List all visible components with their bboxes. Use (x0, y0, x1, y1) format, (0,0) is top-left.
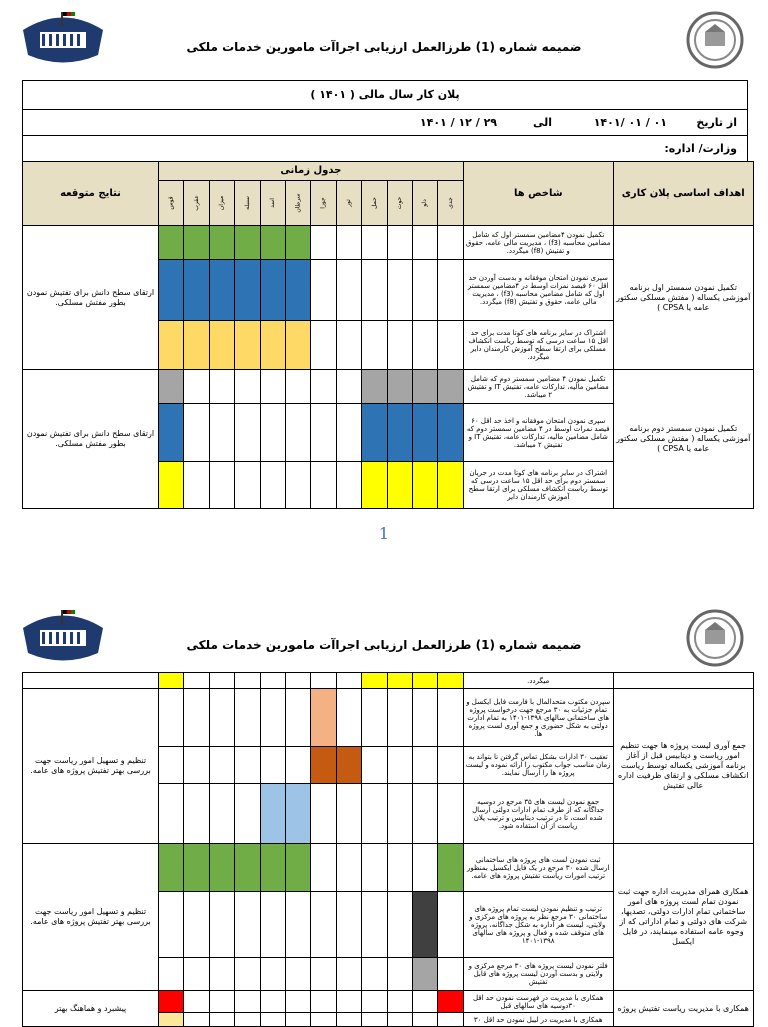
indicator-cell: ترتیب و تنظیم نمودن لیست تمام پروژه های ساختمانی ۳۰ مرجع نظر به پروژه های مرکزی و ولایتی، لیست هر اداره به شکل جداگانه، پروژه های متوقف شده و فعال و پروژه های سالهای ۱۳۹۸-۱۴۰۱ (463, 892, 613, 958)
afghanistan-emblem (680, 608, 750, 668)
indicator-cell: تکمیل نمودن ۴مضامین سمستر اول که شامل مضامین محاسبه (f3) ، مدیریت مالی عامه، حقوق و تفتیش (f8) میگردد. (463, 226, 613, 260)
schedule-cell (235, 747, 260, 784)
schedule-cell (387, 370, 412, 404)
month-header (159, 181, 184, 226)
schedule-cell (362, 260, 387, 321)
schedule-cell (438, 991, 463, 1013)
schedule-cell (362, 321, 387, 370)
date-row (22, 109, 748, 136)
schedule-cell (362, 370, 387, 404)
month-label: قوس (167, 196, 175, 210)
schedule-cell (311, 892, 336, 958)
schedule-cell (387, 260, 412, 321)
schedule-cell (209, 404, 234, 462)
goal-cell: همکاری با مدیریت ریاست تفتیش پروژه (613, 991, 753, 1027)
schedule-cell (260, 462, 285, 509)
schedule-cell (159, 784, 184, 844)
schedule-cell (438, 321, 463, 370)
audit-office-logo (18, 608, 88, 668)
schedule-cell (387, 673, 412, 689)
month-header (184, 181, 209, 226)
month-header (362, 181, 387, 226)
table-row (23, 844, 754, 892)
schedule-cell (412, 462, 437, 509)
indicator-cell: اشتراک در سایر برنامه های کوتا مدت در جریان سمستر دوم برای حد اقل ۱۵ ساعت درسی که توسط ریاست انکشاف مسلکی برای ارتقا سطح آموزش کارمندان دایر (463, 462, 613, 509)
schedule-cell (159, 321, 184, 370)
schedule-cell (286, 321, 311, 370)
month-header (260, 181, 285, 226)
goal-cell: تکمیل نمودن سمستر دوم برنامه آموزشی یکساله ( مفتش مسلکی سکتور عامه یا CPSA ) (613, 370, 753, 509)
month-header (235, 181, 260, 226)
schedule-cell (285, 892, 310, 958)
schedule-cell (285, 673, 310, 689)
schedule-cell (235, 1013, 260, 1027)
schedule-cell (362, 226, 387, 260)
schedule-cell (336, 673, 361, 689)
ministry-row (22, 135, 748, 162)
table-row (23, 689, 754, 747)
indicator-cell: تکمیل نمودن ۴ مضامین سمستر دوم که شامل مضامین مالیه، تدارکات عامه، تفتیش IT و تفتیش ۲ میباشد. (463, 370, 613, 404)
schedule-cell (260, 892, 285, 958)
result-cell: ارتقای سطح دانش برای تفتیش نمودن بطور مفتش مسلکی. (23, 370, 159, 509)
schedule-cell (336, 462, 361, 509)
indicator-cell: سپردن مکتوب متحدالمال با فارمت فایل ایکسل و تمام جزئیات به ۳۰ مرجع جهت درخواست پروژه های ساختمانی سالهای ۱۳۹۸-۱۴۰۱ به تمام ادارت دولتی به شکل حضوری و جمع آوری لست پروژه ها. (463, 689, 613, 747)
schedule-cell (412, 673, 437, 689)
date-from-label: از تاریخ (696, 116, 737, 129)
indicator-cell: جمع نمودن لیست های ۳۵ مرجع در دوسیه جداگانه که از طرف تمام ادارات دولتی ارسال شده است، تا در ترتیب دیتابیس و ترتیب پلان ریاست از آن استفاده شود. (463, 784, 613, 844)
month-header (412, 181, 437, 226)
schedule-cell (209, 892, 234, 958)
month-label: سنبله (243, 196, 251, 210)
schedule-cell (184, 462, 209, 509)
month-label: اسد (268, 198, 276, 208)
month-header (209, 181, 234, 226)
schedule-cell (260, 784, 285, 844)
schedule-cell (285, 747, 310, 784)
schedule-cell (412, 844, 437, 892)
schedule-cell (336, 958, 361, 991)
schedule-cell (286, 260, 311, 321)
schedule-cell (387, 892, 412, 958)
schedule-cell (311, 784, 336, 844)
schedule-cell (438, 370, 463, 404)
schedule-cell (387, 321, 412, 370)
schedule-cell (412, 958, 437, 991)
schedule-cell (209, 784, 234, 844)
schedule-cell (184, 404, 209, 462)
schedule-cell (209, 747, 234, 784)
schedule-cell (159, 844, 184, 892)
schedule-cell (235, 462, 260, 509)
schedule-cell (235, 958, 260, 991)
schedule-cell (387, 747, 412, 784)
schedule-cell (209, 370, 234, 404)
result-cell (23, 673, 159, 689)
schedule-cell (235, 991, 260, 1013)
indicator-cell: اشتراک در سایر برنامه های کوتا مدت برای حد اقل ۱۵ ساعت درسی که توسط ریاست انکشاف مسلکی برای ارتقا سطح آموزش کارمندان دایر میگردد. (463, 321, 613, 370)
schedule-cell (311, 747, 336, 784)
schedule-cell (260, 958, 285, 991)
schedule-cell (438, 689, 463, 747)
schedule-cell (336, 370, 361, 404)
schedule-cell (159, 958, 184, 991)
schedule-cell (362, 689, 387, 747)
schedule-cell (159, 404, 184, 462)
header-title: ضمیمه شماره (1) طرزالعمل ارزیابی اجراآت مامورین خدمات ملکی (186, 638, 582, 652)
date-to-label: الی (532, 116, 552, 129)
schedule-cell (311, 462, 336, 509)
schedule-cell (260, 673, 285, 689)
result-cell: پیشبرد و هماهنگ بهتر (23, 991, 159, 1027)
schedule-cell (387, 784, 412, 844)
schedule-cell (336, 226, 361, 260)
schedule-cell (209, 844, 234, 892)
schedule-cell (286, 226, 311, 260)
goal-cell: جمع آوری لیست پروژه ها جهت تنظیم امور ریاست و دیتابیس قبل از آغاز برنامه آموزشی یکساله توسط ریاست انکشاف مسلکی و ارتقای ظرفیت اداره عالی تفتیش (613, 689, 753, 844)
schedule-cell (286, 370, 311, 404)
goal-cell: همکاری همرای مدیریت اداره جهت ثبت نمودن تمام لست پروژه های امور ساختمانی تمام ادارات دولتی، تصدیها، شرکت های دولتی و تمام اداراتی که از وجوه عامه استفاده مینمایند، در فایل ایکسل (613, 844, 753, 991)
schedule-cell (235, 404, 260, 462)
schedule-cell (311, 689, 336, 747)
schedule-cell (260, 404, 285, 462)
schedule-cell (209, 226, 234, 260)
schedule-cell (438, 462, 463, 509)
schedule-cell (336, 747, 361, 784)
schedule-cell (184, 370, 209, 404)
schedule-cell (387, 226, 412, 260)
schedule-cell (184, 260, 209, 321)
month-header (387, 181, 412, 226)
col-schedule-header: جدول زمانی (159, 162, 464, 181)
schedule-cell (260, 370, 285, 404)
schedule-cell (285, 1013, 310, 1027)
schedule-cell (260, 1013, 285, 1027)
goal-cell (613, 673, 753, 689)
afghanistan-emblem (680, 10, 750, 70)
schedule-cell (285, 958, 310, 991)
schedule-cell (311, 321, 336, 370)
schedule-cell (336, 260, 361, 321)
table-row (23, 226, 754, 260)
schedule-cell (159, 892, 184, 958)
schedule-cell (387, 958, 412, 991)
schedule-cell (311, 226, 336, 260)
schedule-cell (336, 321, 361, 370)
col-indicators-header: شاخص ها (463, 162, 613, 226)
schedule-cell (336, 892, 361, 958)
col-goals-header: اهداف اساسی پلان کاری (613, 162, 753, 226)
schedule-cell (412, 404, 437, 462)
schedule-cell (159, 991, 184, 1013)
schedule-cell (260, 689, 285, 747)
schedule-cell (412, 260, 437, 321)
schedule-cell (362, 991, 387, 1013)
schedule-cell (362, 892, 387, 958)
schedule-cell (362, 1013, 387, 1027)
plan-table-page1 (22, 161, 754, 509)
schedule-cell (412, 784, 437, 844)
schedule-cell (260, 844, 285, 892)
month-label: سرطان (294, 193, 302, 213)
schedule-cell (362, 404, 387, 462)
schedule-cell (285, 784, 310, 844)
schedule-cell (184, 747, 209, 784)
date-to: ۲۹ / ۱۲ / ۱۴۰۱ (419, 116, 497, 129)
schedule-cell (438, 404, 463, 462)
schedule-cell (235, 321, 260, 370)
schedule-cell (285, 991, 310, 1013)
schedule-cell (260, 991, 285, 1013)
schedule-cell (311, 1013, 336, 1027)
indicator-cell: میگردد. (463, 673, 613, 689)
col-results-header: نتایج متوقعه (23, 162, 159, 226)
schedule-cell (286, 404, 311, 462)
schedule-cell (336, 784, 361, 844)
schedule-cell (336, 991, 361, 1013)
schedule-cell (412, 1013, 437, 1027)
schedule-cell (387, 689, 412, 747)
schedule-cell (209, 991, 234, 1013)
schedule-cell (362, 673, 387, 689)
schedule-cell (311, 844, 336, 892)
schedule-cell (311, 404, 336, 462)
schedule-cell (159, 747, 184, 784)
indicator-cell: تعقیب ۳۰ ادارات بشکل تماس گرفتن تا بتواند به زمان مناسب جواب مکتوب را ارائه نموده و لیست پروژه ها را ارسال نمایند. (463, 747, 613, 784)
schedule-cell (387, 991, 412, 1013)
month-label: حوت (395, 196, 403, 210)
schedule-cell (311, 673, 336, 689)
schedule-cell (209, 689, 234, 747)
goal-cell: تکمیل نمودن سمستر اول برنامه آموزشی یکساله ( مفتش مسلکی سکتور عامه یا CPSA ) (613, 226, 753, 370)
ministry-label: وزارت/ اداره: (664, 142, 737, 155)
date-from: ۰۱ / ۰۱ /۱۴۰۱ (593, 116, 667, 129)
schedule-cell (412, 370, 437, 404)
result-cell: تنظیم و تسهیل امور ریاست جهت بررسی بهتر تفتیش پروژه های عامه. (23, 689, 159, 844)
schedule-cell (209, 673, 234, 689)
indicator-cell: سپری نمودن امتحان موفقانه و بدست آوردن حد اقل ۶۰ فیصد نمرات اوسط در ۴مضامین سمستر اول که شامل مضامین محاسبه (f3) ، مدیریت مالی عامه، حقوق و تفتیش (f8) میگردد. (463, 260, 613, 321)
schedule-cell (412, 689, 437, 747)
schedule-cell (336, 404, 361, 462)
schedule-cell (209, 462, 234, 509)
schedule-cell (159, 1013, 184, 1027)
schedule-cell (412, 747, 437, 784)
indicator-cell: همکاری با مدیریت در فهرست نمودن حد اقل ۳۰دوسیه های سالهای قبل (463, 991, 613, 1013)
schedule-cell (438, 1013, 463, 1027)
schedule-cell (260, 747, 285, 784)
schedule-cell (336, 844, 361, 892)
schedule-cell (412, 892, 437, 958)
continuation-row (23, 673, 754, 689)
schedule-cell (159, 673, 184, 689)
schedule-cell (159, 462, 184, 509)
table-row (23, 991, 754, 1013)
schedule-cell (387, 404, 412, 462)
schedule-cell (209, 1013, 234, 1027)
schedule-cell (159, 226, 184, 260)
result-cell: تنظیم و تسهیل امور ریاست جهت بررسی بهتر تفتیش پروژه های عامه. (23, 844, 159, 991)
schedule-cell (362, 958, 387, 991)
indicator-cell: ثبت نمودن لست های پروژه های ساختمانی ارسال شده ۳۰ مرجع در یک فایل ایکسیل بمنظور ترتیب امورات ریاست تفتیش پروژه های عامه. (463, 844, 613, 892)
schedule-cell (260, 260, 285, 321)
month-header (438, 181, 463, 226)
page-number: 1 (378, 524, 390, 543)
schedule-cell (184, 689, 209, 747)
schedule-cell (438, 226, 463, 260)
schedule-cell (209, 260, 234, 321)
schedule-cell (336, 689, 361, 747)
indicator-cell: سپری نمودن امتحان موفقانه و اخذ حد اقل ۶۰ فیصد نمرات اوسط در ۴ مضامین سمستر دوم که شامل مضامین مالیه، تدارکات عامه، تفتیش IT و تفتیش ۲ میباشد. (463, 404, 613, 462)
month-label: دلو (421, 199, 429, 207)
schedule-cell (159, 260, 184, 321)
schedule-cell (412, 226, 437, 260)
schedule-cell (235, 784, 260, 844)
schedule-cell (159, 370, 184, 404)
schedule-cell (286, 462, 311, 509)
schedule-cell (362, 844, 387, 892)
schedule-cell (387, 1013, 412, 1027)
schedule-cell (438, 673, 463, 689)
plan-table-page2 (22, 672, 754, 1027)
schedule-cell (184, 673, 209, 689)
schedule-cell (311, 370, 336, 404)
schedule-cell (412, 321, 437, 370)
page2-header (0, 608, 768, 668)
month-header (336, 181, 361, 226)
schedule-cell (438, 958, 463, 991)
schedule-cell (362, 747, 387, 784)
schedule-cell (362, 784, 387, 844)
schedule-cell (311, 958, 336, 991)
result-cell: ارتقای سطح دانش برای تفتیش نمودن بطور مفتش مسلکی. (23, 226, 159, 370)
indicator-cell: همکاری با مدیریت در لیبل نمودن حد اقل ۳۰ (463, 1013, 613, 1027)
schedule-cell (412, 991, 437, 1013)
schedule-cell (184, 892, 209, 958)
schedule-cell (387, 462, 412, 509)
month-label: عقرب (192, 195, 200, 211)
schedule-cell (311, 260, 336, 321)
audit-office-logo (18, 10, 88, 70)
schedule-cell (260, 321, 285, 370)
schedule-cell (184, 321, 209, 370)
month-label: جدی (446, 197, 454, 209)
schedule-cell (235, 370, 260, 404)
schedule-cell (438, 260, 463, 321)
schedule-cell (438, 892, 463, 958)
schedule-cell (285, 689, 310, 747)
month-label: جوزا (319, 197, 327, 209)
indicator-cell: فلتر نمودن لیست پروژه های ۳۰ مرجع مرکزی و ولایتی و بدست آوردن لیست پروژه های قابل تفتیش (463, 958, 613, 991)
schedule-cell (184, 226, 209, 260)
schedule-cell (184, 844, 209, 892)
schedule-cell (184, 958, 209, 991)
month-header (286, 181, 311, 226)
schedule-cell (260, 226, 285, 260)
plan-title: پلان کار سال مالی ( ۱۴۰۱ ) (22, 80, 748, 110)
schedule-cell (336, 1013, 361, 1027)
page1-header (0, 10, 768, 70)
schedule-cell (235, 892, 260, 958)
schedule-cell (285, 844, 310, 892)
schedule-cell (209, 321, 234, 370)
schedule-cell (438, 844, 463, 892)
schedule-cell (235, 844, 260, 892)
schedule-cell (387, 844, 412, 892)
schedule-cell (209, 958, 234, 991)
header-title: ضمیمه شماره (1) طرزالعمل ارزیابی اجراآت مامورین خدمات ملکی (186, 40, 582, 54)
schedule-cell (438, 784, 463, 844)
month-label: میزان (218, 195, 226, 211)
table-row (23, 370, 754, 404)
schedule-cell (438, 747, 463, 784)
schedule-cell (362, 462, 387, 509)
schedule-cell (184, 1013, 209, 1027)
schedule-cell (311, 991, 336, 1013)
schedule-cell (235, 226, 260, 260)
month-label: حمل (370, 197, 378, 209)
schedule-cell (184, 784, 209, 844)
month-header (311, 181, 336, 226)
schedule-cell (235, 689, 260, 747)
schedule-cell (184, 991, 209, 1013)
schedule-cell (235, 673, 260, 689)
month-label: ثور (344, 199, 352, 207)
schedule-cell (159, 689, 184, 747)
schedule-cell (235, 260, 260, 321)
